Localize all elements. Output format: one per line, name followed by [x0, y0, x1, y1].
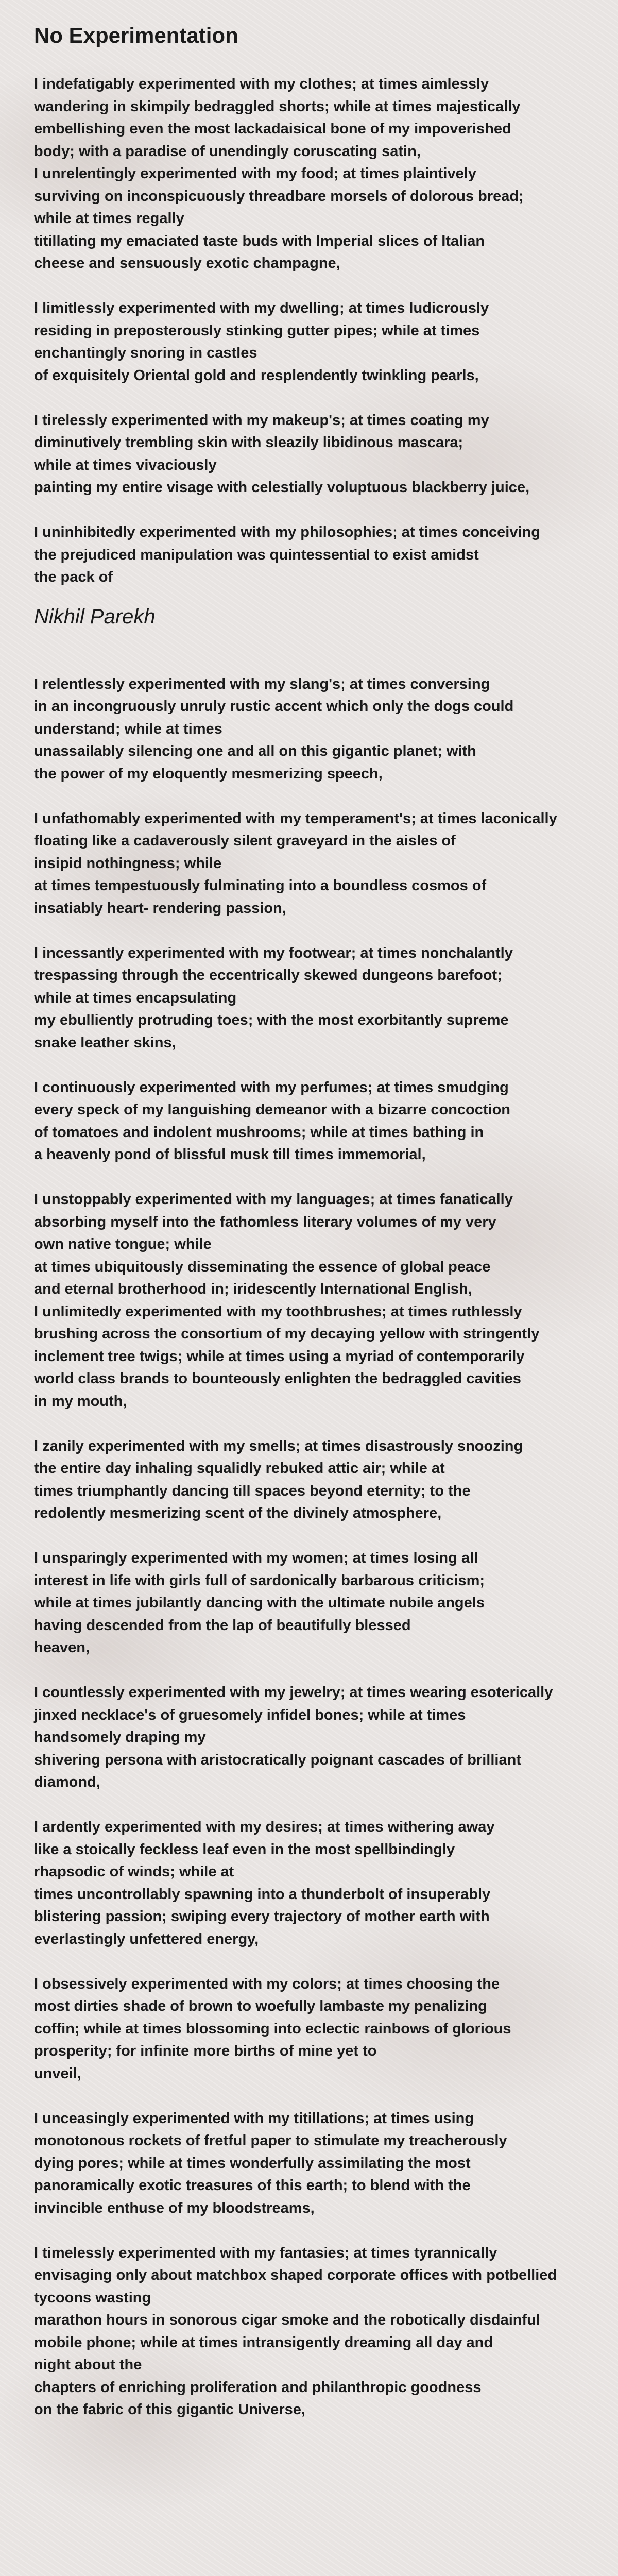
stanza-gap [34, 387, 618, 410]
poem-line: while at times regally [34, 210, 184, 227]
poem-line: I unsparingly experimented with my women; at times losing all [34, 1550, 478, 1567]
poem-line: at times ubiquitously disseminating the essence of global peace [34, 1258, 491, 1275]
poem-line: I unlimitedly experimented with my toothbrushes; at times ruthlessly [34, 1303, 522, 1320]
poem-title: No Experimentation [34, 23, 238, 47]
poem-line: I unfathomably experimented with my temperament's; at times laconically [34, 810, 557, 827]
stanza-gap [34, 1413, 618, 1435]
poem-line: rhapsodic of winds; while at [34, 1863, 234, 1880]
poem-line: snake leather skins, [34, 1034, 176, 1051]
poem-line: blistering passion; swiping every trajectory of mother earth with [34, 1908, 490, 1925]
stanza-gap [34, 920, 618, 942]
stanza [34, 1973, 618, 2086]
author-name: Nikhil Parekh [34, 605, 156, 628]
poem-line: coffin; while at times blossoming into eclectic rainbows of glorious [34, 2020, 511, 2037]
poem-line: dying pores; while at times wonderfully assimilating the most [34, 2155, 471, 2172]
stanza-gap [34, 1659, 618, 1682]
poem-line: I indefatigably experimented with my clothes; at times aimlessly [34, 76, 489, 93]
poem-line: a heavenly pond of blissful musk till times immemorial, [34, 1146, 426, 1163]
poem-line: I unrelentingly experimented with my food; at times plaintively [34, 165, 476, 182]
stanza [34, 1189, 618, 1413]
poem-line: I limitlessly experimented with my dwelling; at times ludicrously [34, 300, 489, 317]
poem-line: residing in preposterously stinking gutter pipes; while at times [34, 322, 480, 339]
poem-line: redolently mesmerizing scent of the divinely atmosphere, [34, 1505, 442, 1522]
poem-line: insipid nothingness; while [34, 855, 222, 872]
poem-line: diminutively trembling skin with sleazily libidinous mascara; [34, 434, 464, 451]
poem-line: unveil, [34, 2065, 81, 2082]
poem-line: handsomely draping my [34, 1729, 206, 1746]
stanza [34, 410, 618, 499]
poem-line: inclement tree twigs; while at times using a myriad of contemporarily [34, 1348, 525, 1365]
poem-line: while at times jubilantly dancing with the ultimate nubile angels [34, 1595, 485, 1612]
poem-line: having descended from the lap of beautifully blessed [34, 1617, 411, 1634]
poem-line: every speck of my languishing demeanor with a bizarre concoction [34, 1101, 511, 1118]
poem-line: diamond, [34, 1774, 100, 1791]
poem-line: prosperity; for infinite more births of mine yet to [34, 2043, 377, 2060]
poem-line: invincible enthuse of my bloodstreams, [34, 2199, 315, 2216]
poem-line: panoramically exotic treasures of this earth; to blend with the [34, 2177, 471, 2194]
poem-line: the prejudiced manipulation was quintessential to exist amidst [34, 546, 479, 563]
poem-line: body; with a paradise of unendingly coruscating satin, [34, 143, 421, 160]
stanza-gap [34, 1166, 618, 1189]
poem-line: absorbing myself into the fathomless literary volumes of my very [34, 1213, 496, 1230]
poem-line: everlastingly unfettered energy, [34, 1930, 259, 1947]
poem-line: like a stoically feckless leaf even in the most spellbindingly [34, 1841, 455, 1858]
poem-line: brushing across the consortium of my decaying yellow with stringently [34, 1326, 540, 1343]
poem-line: and eternal brotherhood in; iridescently International English, [34, 1281, 472, 1298]
poem-line: in an incongruously unruly rustic accent which only the dogs could [34, 698, 514, 715]
poem-line: unassailably silencing one and all on this gigantic planet; with [34, 743, 476, 760]
stanza [34, 1682, 618, 1794]
poem-line: night about the [34, 2357, 142, 2374]
poem-line: of exquisitely Oriental gold and resplendently twinkling pearls, [34, 367, 479, 384]
stanza [34, 1816, 618, 1951]
poem-line: wandering in skimpily bedraggled shorts; while at times majestically [34, 98, 521, 115]
stanza [34, 808, 618, 920]
poem-line: titillating my emaciated taste buds with Imperial slices of Italian [34, 232, 485, 249]
stanza [34, 2242, 618, 2421]
poem-line: interest in life with girls full of sardonically barbarous criticism; [34, 1572, 485, 1589]
poem-line: I timelessly experimented with my fantasies; at times tyrannically [34, 2244, 497, 2261]
stanza [34, 942, 618, 1055]
stanza [34, 2108, 618, 2220]
poem-line: I unceasingly experimented with my titillations; at times using [34, 2110, 474, 2127]
poem-line: understand; while at times [34, 720, 222, 737]
stanza [34, 1077, 618, 1166]
poem-line: jinxed necklace's of gruesomely infidel bones; while at times [34, 1706, 466, 1723]
poem-line: in my mouth, [34, 1393, 127, 1410]
poem-line: chapters of enriching proliferation and philanthropic goodness [34, 2379, 482, 2396]
stanza [34, 1547, 618, 1659]
poem-line: envisaging only about matchbox shaped corporate offices with potbellied [34, 2267, 557, 2284]
poem-line: surviving on inconspicuously threadbare morsels of dolorous bread; [34, 188, 524, 205]
poem-line: on the fabric of this gigantic Universe, [34, 2401, 305, 2418]
poem-line: marathon hours in sonorous cigar smoke and the robotically disdainful [34, 2312, 540, 2329]
poem-line: shivering persona with aristocratically poignant cascades of brilliant [34, 1751, 521, 1768]
stanza [34, 521, 618, 589]
poem-line: I zanily experimented with my smells; at times disastrously snoozing [34, 1437, 523, 1454]
poem-line: I countlessly experimented with my jewelry; at times wearing esoterically [34, 1684, 553, 1701]
poem-line: heaven, [34, 1639, 90, 1656]
poem-line: I unstoppably experimented with my languages; at times fanatically [34, 1191, 513, 1208]
poem-line: while at times vivaciously [34, 456, 217, 473]
stanza-gap [34, 2219, 618, 2242]
poem-line: trespassing through the eccentrically skewed dungeons barefoot; [34, 967, 502, 984]
poem-line: times triumphantly dancing till spaces beyond eternity; to the [34, 1482, 471, 1499]
stanza-gap [34, 1951, 618, 1973]
poem-line: world class brands to bounteously enlighten the bedraggled cavities [34, 1370, 521, 1387]
poem-line: I uninhibitedly experimented with my philosophies; at times conceiving [34, 524, 540, 541]
stanza-gap [34, 2085, 618, 2108]
poem-line: embellishing even the most lackadaisical bone of my impoverished [34, 121, 511, 138]
poem-line: I obsessively experimented with my colors; at times choosing the [34, 1975, 500, 1992]
poem-line: the entire day inhaling squalidly rebuked attic air; while at [34, 1460, 445, 1477]
poem-line: own native tongue; while [34, 1236, 212, 1253]
poem-body-part-two [34, 673, 618, 2421]
stanza-gap [34, 1054, 618, 1077]
poem-line: most dirties shade of brown to woefully lambaste my penalizing [34, 1998, 487, 2015]
poem-body-part-one [34, 73, 618, 589]
poem-line: times uncontrollably spawning into a thunderbolt of insuperably [34, 1886, 491, 1903]
stanza [34, 297, 618, 387]
poem-line: of tomatoes and indolent mushrooms; while at times bathing in [34, 1124, 484, 1141]
poem-line: my ebulliently protruding toes; with the most exorbitantly supreme [34, 1012, 509, 1029]
stanza-gap [34, 499, 618, 522]
poem-line: insatiably heart- rendering passion, [34, 900, 286, 917]
poem-line: I relentlessly experimented with my slang's; at times conversing [34, 675, 490, 692]
poem-line: I tirelessly experimented with my makeup's; at times coating my [34, 412, 489, 429]
stanza-gap [34, 785, 618, 808]
poem-line: the power of my eloquently mesmerizing speech, [34, 765, 383, 782]
poem-line: at times tempestuously fulminating into a boundless cosmos of [34, 877, 487, 894]
poem-line: floating like a cadaverously silent graveyard in the aisles of [34, 833, 456, 850]
stanza-gap [34, 1794, 618, 1817]
poem-line: painting my entire visage with celestially voluptuous blackberry juice, [34, 479, 530, 496]
stanza [34, 1435, 618, 1525]
poem-line: mobile phone; while at times intransigently dreaming all day and [34, 2334, 493, 2351]
poem-line: I incessantly experimented with my footwear; at times nonchalantly [34, 944, 513, 961]
poem-line: the pack of [34, 569, 113, 586]
stanza-gap [34, 1525, 618, 1548]
poem-line: while at times encapsulating [34, 989, 237, 1006]
poem-line: cheese and sensuously exotic champagne, [34, 255, 340, 272]
poem-line: enchantingly snoring in castles [34, 345, 258, 362]
poem-line: monotonous rockets of fretful paper to stimulate my treacherously [34, 2132, 507, 2149]
poem-line: I ardently experimented with my desires; at times withering away [34, 1819, 495, 1836]
poem-line: I continuously experimented with my perfumes; at times smudging [34, 1079, 509, 1096]
stanza [34, 673, 618, 786]
poem-line: tycoons wasting [34, 2289, 151, 2306]
stanza-gap [34, 275, 618, 298]
stanza [34, 73, 618, 275]
